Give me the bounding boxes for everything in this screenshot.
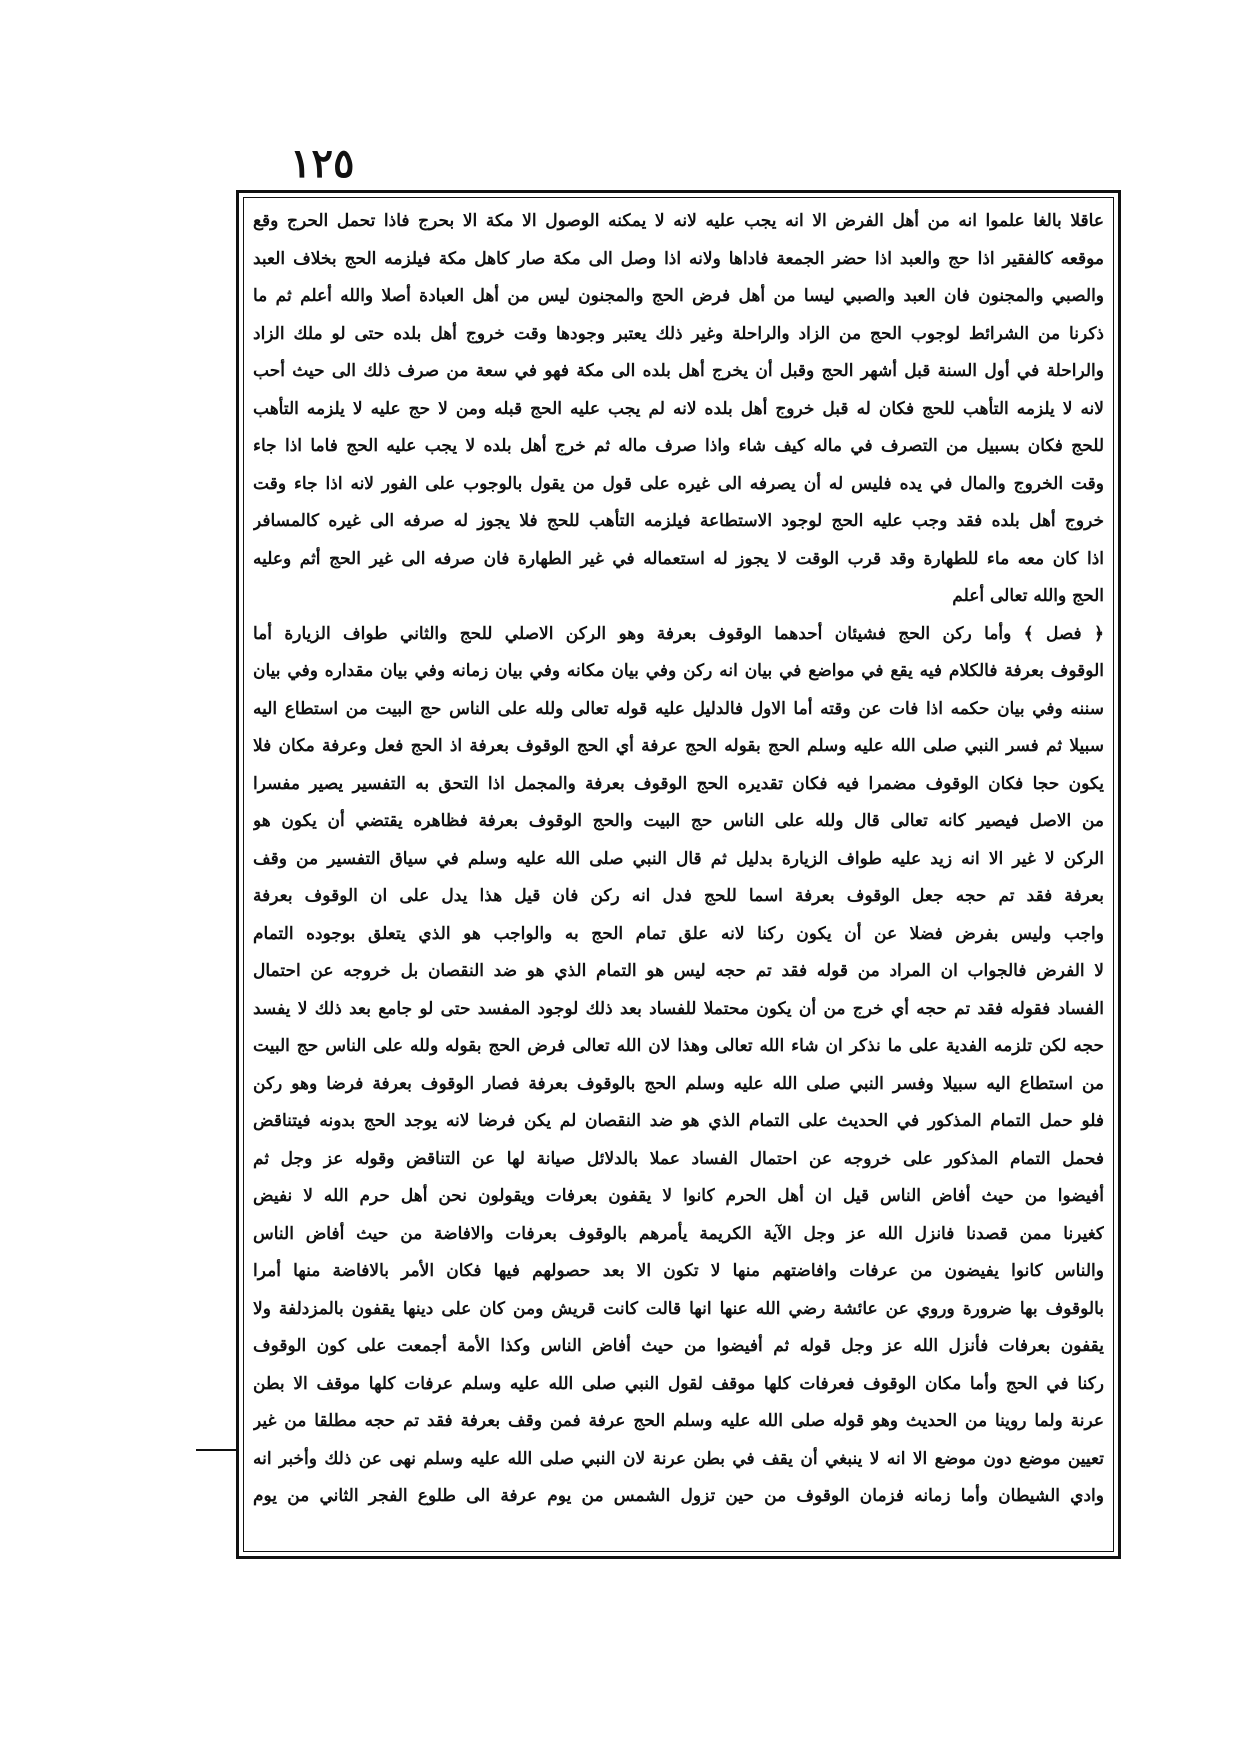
margin-line-mark [196, 1449, 236, 1451]
text-line: عاقلا بالغا علموا انه من أهل الفرض الا انه يجب عليه لانه لا يمكنه الوصول الا مكة الا بحرج فاذا تحمل الحرج وقع [253, 211, 1104, 231]
text-line: تعيين موضع دون موضع الا انه لا ينبغي أن يقف في بطن عرنة لان النبي صلى الله عليه وسلم نهى عن ذلك وأخبر انه [253, 1448, 1104, 1469]
text-line: يكون حجا فكان الوقوف مضمرا فيه فكان تقديره الحج الوقوف بعرفة والمجمل اذا التحق به التفسير يصير مفسرا [253, 773, 1104, 794]
text-line: لانه لا يلزمه التأهب للحج فكان له قبل خروج أهل بلده لانه لم يجب عليه الحج قبله ومن لا حج عليه لا يلزمه التأهب [253, 398, 1104, 419]
text-line: ﴿ فصل ﴾ وأما ركن الحج فشيئان أحدهما الوقوف بعرفة وهو الركن الاصلي للحج والثاني طواف الزيارة أما [253, 623, 1104, 644]
text-frame [236, 190, 1121, 1559]
text-line: ذكرنا من الشرائط لوجوب الحج من الزاد والراحلة وغير ذلك يعتبر وجودها وقت خروج أهل بلده حتى لو ملك الزاد [253, 323, 1104, 344]
text-line: فحمل التمام المذكور على خروجه عن احتمال الفساد عملا بالدلائل صيانة لها عن التناقض وقوله عز وجل ثم [253, 1148, 1104, 1169]
text-line: الوقوف بعرفة فالكلام فيه يقع في مواضع في بيان انه ركن وفي بيان مكانه وفي بيان زمانه وفي بيان مقداره وفي بيان [253, 661, 1104, 681]
text-line: من استطاع اليه سبيلا وفسر النبي صلى الله عليه وسلم الحج بالوقوف بعرفة فصار الوقوف بعرفة فرضا وهو ركن [253, 1073, 1104, 1094]
text-line: لا الفرض فالجواب ان المراد من قوله فقد تم حجه ليس هو التمام الذي هو ضد النقصان بل خروجه عن احتمال [253, 961, 1104, 981]
text-line: سبيلا ثم فسر النبي صلى الله عليه وسلم الحج بقوله الحج عرفة أي الحج الوقوف بعرفة اذ الحج فعل وعرفة مكان فلا [253, 736, 1104, 756]
text-line: عرنة ولما روينا من الحديث وهو قوله صلى الله عليه وسلم الحج عرفة فمن وقف بعرفة فقد تم حجه مطلقا من غير [253, 1411, 1104, 1431]
text-line: من الاصل فيصير كانه تعالى قال ولله على الناس حج البيت والحج الوقوف بعرفة فظاهره يقتضي أن يكون هو [253, 811, 1104, 831]
text-line: والراحلة في أول السنة قبل أشهر الحج وقبل أن يخرج أهل بلده الى مكة فهو في سعة من صرف ذلك الى حيث أحب [253, 361, 1104, 381]
text-line: خروج أهل بلده فقد وجب عليه الحج لوجود الاستطاعة فيلزمه التأهب للحج فلا يجوز له صرفه الى غيره كالمسافر [253, 511, 1104, 531]
text-line: وادي الشيطان وأما زمانه فزمان الوقوف من حين تزول الشمس من يوم عرفة الى طلوع الفجر الثاني من يوم [253, 1486, 1104, 1506]
main-text [253, 203, 1104, 1546]
text-line: حجه لكن تلزمه الفدية على ما نذكر ان شاء الله تعالى وهذا لان الله تعالى فرض الحج بقوله ولله على الناس حج البيت [253, 1036, 1104, 1056]
text-line: واجب وليس بفرض فضلا عن أن يكون ركنا لانه علق تمام الحج به والواجب هو الذي يتعلق بوجوده التمام [253, 923, 1104, 944]
text-line: وقت الخروج والمال في يده فليس له أن يصرفه الى غيره على قول من يقول بالوجوب على الفور لانه اذا جاء وقت [253, 473, 1104, 494]
text-line: والصبي والمجنون فان العبد والصبي ليسا من أهل فرض الحج والمجنون ليس من أهل العبادة أصلا والله أعلم ثم ما [253, 286, 1104, 306]
text-line: موقعه كالفقير اذا حج والعبد اذا حضر الجمعة فاداها ولانه اذا وصل الى مكة صار كاهل مكة فيلزمه الحج بخلاف العبد [253, 248, 1104, 269]
text-line: أفيضوا من حيث أفاض الناس قيل ان أهل الحرم كانوا لا يقفون بعرفات ويقولون نحن أهل حرم الله لا نفيض [253, 1186, 1104, 1206]
text-line: بالوقوف بها ضرورة وروي عن عائشة رضي الله عنها انها قالت كانت قريش ومن كان على دينها يقفون بالمزدلفة ولا [253, 1298, 1104, 1319]
text-line: اذا كان معه ماء للطهارة وقد قرب الوقت لا يجوز له استعماله في غير الطهارة فان صرفه الى غير الحج أثم وعليه [253, 548, 1104, 569]
text-line: بعرفة فقد تم حجه جعل الوقوف بعرفة اسما للحج فدل انه ركن فان قيل هذا يدل على ان الوقوف بعرفة [253, 886, 1104, 906]
text-line: كغيرنا ممن قصدنا فانزل الله عز وجل الآية الكريمة يأمرهم بالوقوف بعرفات والافاضة من حيث أفاض الناس [253, 1223, 1104, 1244]
page-number: ١٢٥ [290, 140, 355, 187]
text-line: يقفون بعرفات فأنزل الله عز وجل قوله ثم أفيضوا من حيث أفاض الناس وكذا الأمة أجمعت على كون الوقوف [253, 1336, 1104, 1356]
text-line: الفساد فقوله فقد تم حجه أي خرج من أن يكون محتملا للفساد بعد ذلك لوجود المفسد حتى لو جامع بعد ذلك لا يفسد [253, 998, 1104, 1019]
text-line: للحج فكان بسبيل من التصرف في ماله كيف شاء واذا صرف ماله ثم خرج أهل بلده لا يجب عليه الحج فاما اذا جاء [253, 436, 1104, 456]
text-line: فلو حمل التمام المذكور في الحديث على التمام الذي هو ضد النقصان لم يكن فرضا لانه يوجد الحج بدونه فيتناقض [253, 1111, 1104, 1131]
text-line: الركن لا غير الا انه زيد عليه طواف الزيارة بدليل ثم قال النبي صلى الله عليه وسلم في سياق التفسير من وقف [253, 848, 1104, 869]
text-line: سننه وفي بيان حكمه اذا فات عن وقته أما الاول فالدليل عليه قوله تعالى ولله على الناس حج البيت من استطاع اليه [253, 698, 1104, 719]
text-line: ركنا في الحج وأما مكان الوقوف فعرفات كلها موقف لقول النبي صلى الله عليه وسلم عرفات كلها موقف الا بطن [253, 1373, 1104, 1394]
text-line: الحج والله تعالى أعلم [952, 586, 1104, 606]
text-line: والناس كانوا يفيضون من عرفات وافاضتهم منها لا تكون الا بعد حصولهم فيها فكان الأمر بالافاضة منها أمرا [253, 1261, 1104, 1281]
